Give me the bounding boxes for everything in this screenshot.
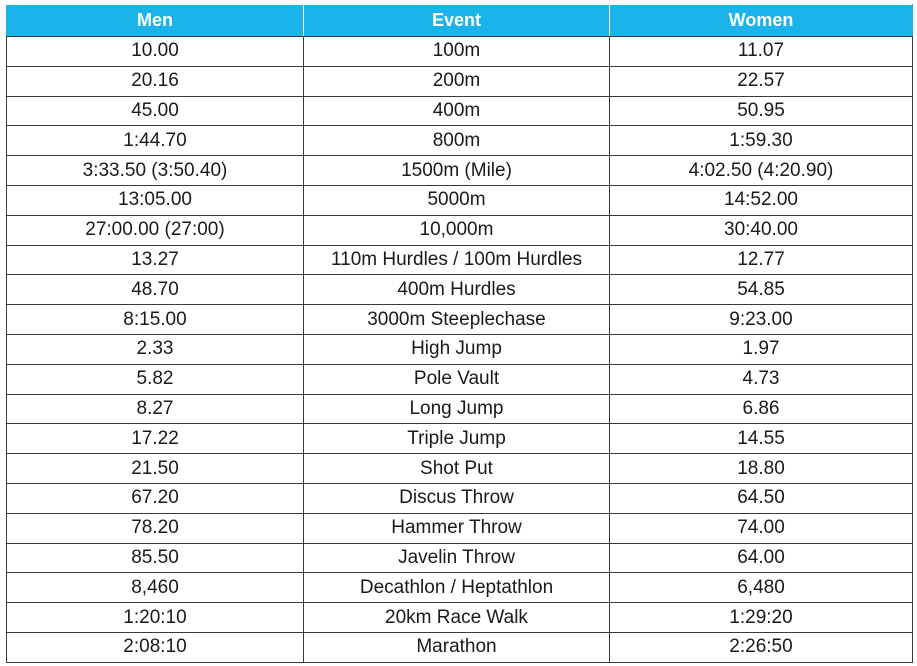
cell-event: Pole Vault (304, 364, 610, 394)
cell-men: 21.50 (7, 454, 304, 484)
cell-women: 50.95 (610, 96, 913, 126)
cell-women: 14:52.00 (610, 185, 913, 215)
cell-women: 6,480 (610, 573, 913, 603)
table-row (7, 483, 913, 513)
cell-men: 17.22 (7, 424, 304, 454)
cell-event: 100m (304, 37, 610, 67)
cell-women: 64.50 (610, 483, 913, 513)
table-row (7, 603, 913, 633)
cell-event: Discus Throw (304, 483, 610, 513)
cell-women: 4.73 (610, 364, 913, 394)
cell-men: 10.00 (7, 37, 304, 67)
cell-event: 20km Race Walk (304, 603, 610, 633)
cell-men: 2:08:10 (7, 632, 304, 662)
cell-event: 800m (304, 126, 610, 156)
cell-men: 20.16 (7, 66, 304, 96)
cell-men: 1:20:10 (7, 603, 304, 633)
table-row (7, 305, 913, 335)
cell-men: 13:05.00 (7, 185, 304, 215)
cell-women: 22.57 (610, 66, 913, 96)
cell-men: 67.20 (7, 483, 304, 513)
cell-event: 1500m (Mile) (304, 156, 610, 186)
cell-women: 54.85 (610, 275, 913, 305)
cell-event: Javelin Throw (304, 543, 610, 573)
cell-women: 64.00 (610, 543, 913, 573)
cell-men: 8.27 (7, 394, 304, 424)
standards-table-container (6, 4, 912, 663)
table-row (7, 394, 913, 424)
cell-women: 1:29:20 (610, 603, 913, 633)
table-row (7, 275, 913, 305)
cell-men: 45.00 (7, 96, 304, 126)
table-row (7, 96, 913, 126)
table-row (7, 573, 913, 603)
cell-women: 9:23.00 (610, 305, 913, 335)
table-row (7, 424, 913, 454)
table-row (7, 126, 913, 156)
cell-women: 2:26:50 (610, 632, 913, 662)
cell-event: Shot Put (304, 454, 610, 484)
cell-women: 4:02.50 (4:20.90) (610, 156, 913, 186)
cell-men: 1:44.70 (7, 126, 304, 156)
cell-women: 30:40.00 (610, 215, 913, 245)
cell-women: 14.55 (610, 424, 913, 454)
cell-men: 5.82 (7, 364, 304, 394)
table-row (7, 156, 913, 186)
table-row (7, 543, 913, 573)
cell-men: 8,460 (7, 573, 304, 603)
cell-event: 400m (304, 96, 610, 126)
table-header (7, 5, 913, 37)
table-row (7, 513, 913, 543)
cell-men: 78.20 (7, 513, 304, 543)
cell-women: 11.07 (610, 37, 913, 67)
table-body (7, 37, 913, 663)
header-men: Men (7, 5, 304, 37)
cell-men: 3:33.50 (3:50.40) (7, 156, 304, 186)
standards-table (6, 4, 913, 663)
header-row (7, 5, 913, 37)
cell-event: Marathon (304, 632, 610, 662)
cell-event: Triple Jump (304, 424, 610, 454)
cell-men: 2.33 (7, 334, 304, 364)
cell-men: 85.50 (7, 543, 304, 573)
cell-men: 13.27 (7, 245, 304, 275)
cell-women: 12.77 (610, 245, 913, 275)
cell-event: High Jump (304, 334, 610, 364)
cell-women: 6.86 (610, 394, 913, 424)
cell-event: 400m Hurdles (304, 275, 610, 305)
table-row (7, 632, 913, 662)
table-row (7, 245, 913, 275)
cell-event: 200m (304, 66, 610, 96)
cell-event: 3000m Steeplechase (304, 305, 610, 335)
header-women: Women (610, 5, 913, 37)
table-row (7, 334, 913, 364)
cell-event: Hammer Throw (304, 513, 610, 543)
cell-women: 1.97 (610, 334, 913, 364)
header-event: Event (304, 5, 610, 37)
table-row (7, 454, 913, 484)
cell-women: 18.80 (610, 454, 913, 484)
cell-event: Long Jump (304, 394, 610, 424)
table-row (7, 185, 913, 215)
table-row (7, 66, 913, 96)
cell-men: 8:15.00 (7, 305, 304, 335)
cell-women: 74.00 (610, 513, 913, 543)
cell-men: 27:00.00 (27:00) (7, 215, 304, 245)
table-row (7, 364, 913, 394)
cell-event: 10,000m (304, 215, 610, 245)
table-row (7, 37, 913, 67)
cell-event: 5000m (304, 185, 610, 215)
table-row (7, 215, 913, 245)
cell-event: 110m Hurdles / 100m Hurdles (304, 245, 610, 275)
cell-event: Decathlon / Heptathlon (304, 573, 610, 603)
cell-women: 1:59.30 (610, 126, 913, 156)
cell-men: 48.70 (7, 275, 304, 305)
